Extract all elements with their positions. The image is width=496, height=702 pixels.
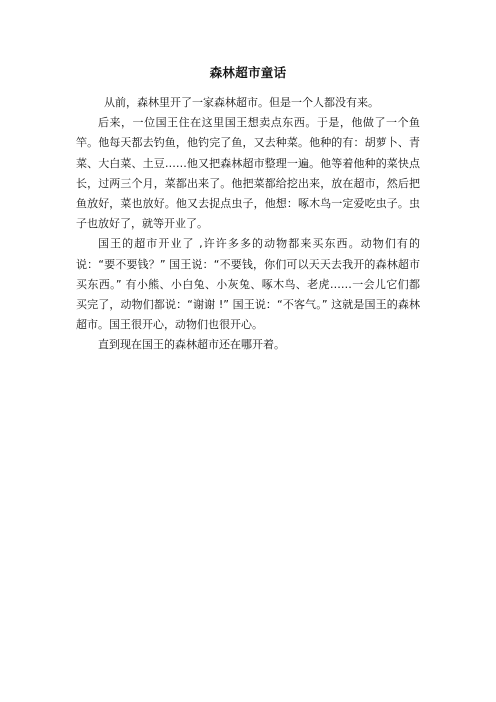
- paragraph-3: 国王的超市开业了 ,许许多多的动物都来买东西。动物们有的说：“要不要钱？” 国王说：“不要钱，你们可以天天去我开的森林超市买东西。” 有小熊、小白兔、小灰兔、啄木鸟、老虎……一会儿它们都买完了，动物们都说：“谢谢 !” 国王说：“不客气。” 这就是国王的森林超市。国王很开心，动物们也很开心。: [76, 237, 420, 332]
- document-body: [76, 93, 420, 356]
- paragraph-2: 后来，一位国王住在这里国王想卖点东西。于是，他做了一个鱼竿。他每天都去钓鱼，他钓完了鱼，又去种菜。他种的有：胡萝卜、青菜、大白菜、土豆……他又把森林超市整理一遍。他等着他种的菜快点长，过两三个月，菜都出来了。他把菜都给挖出来，放在超市，然后把鱼放好，菜也放好。他又去捉点虫子，他想：啄木鸟一定爱吃虫子。虫子也放好了，就等开业了。: [76, 116, 420, 231]
- paragraph-4: 直到现在国王的森林超市还在哪开着。: [98, 338, 285, 352]
- document-title: 森林超市童话: [209, 65, 287, 80]
- paragraph-1: 从前，森林里开了一家森林超市。但是一个人都没有来。: [104, 96, 379, 109]
